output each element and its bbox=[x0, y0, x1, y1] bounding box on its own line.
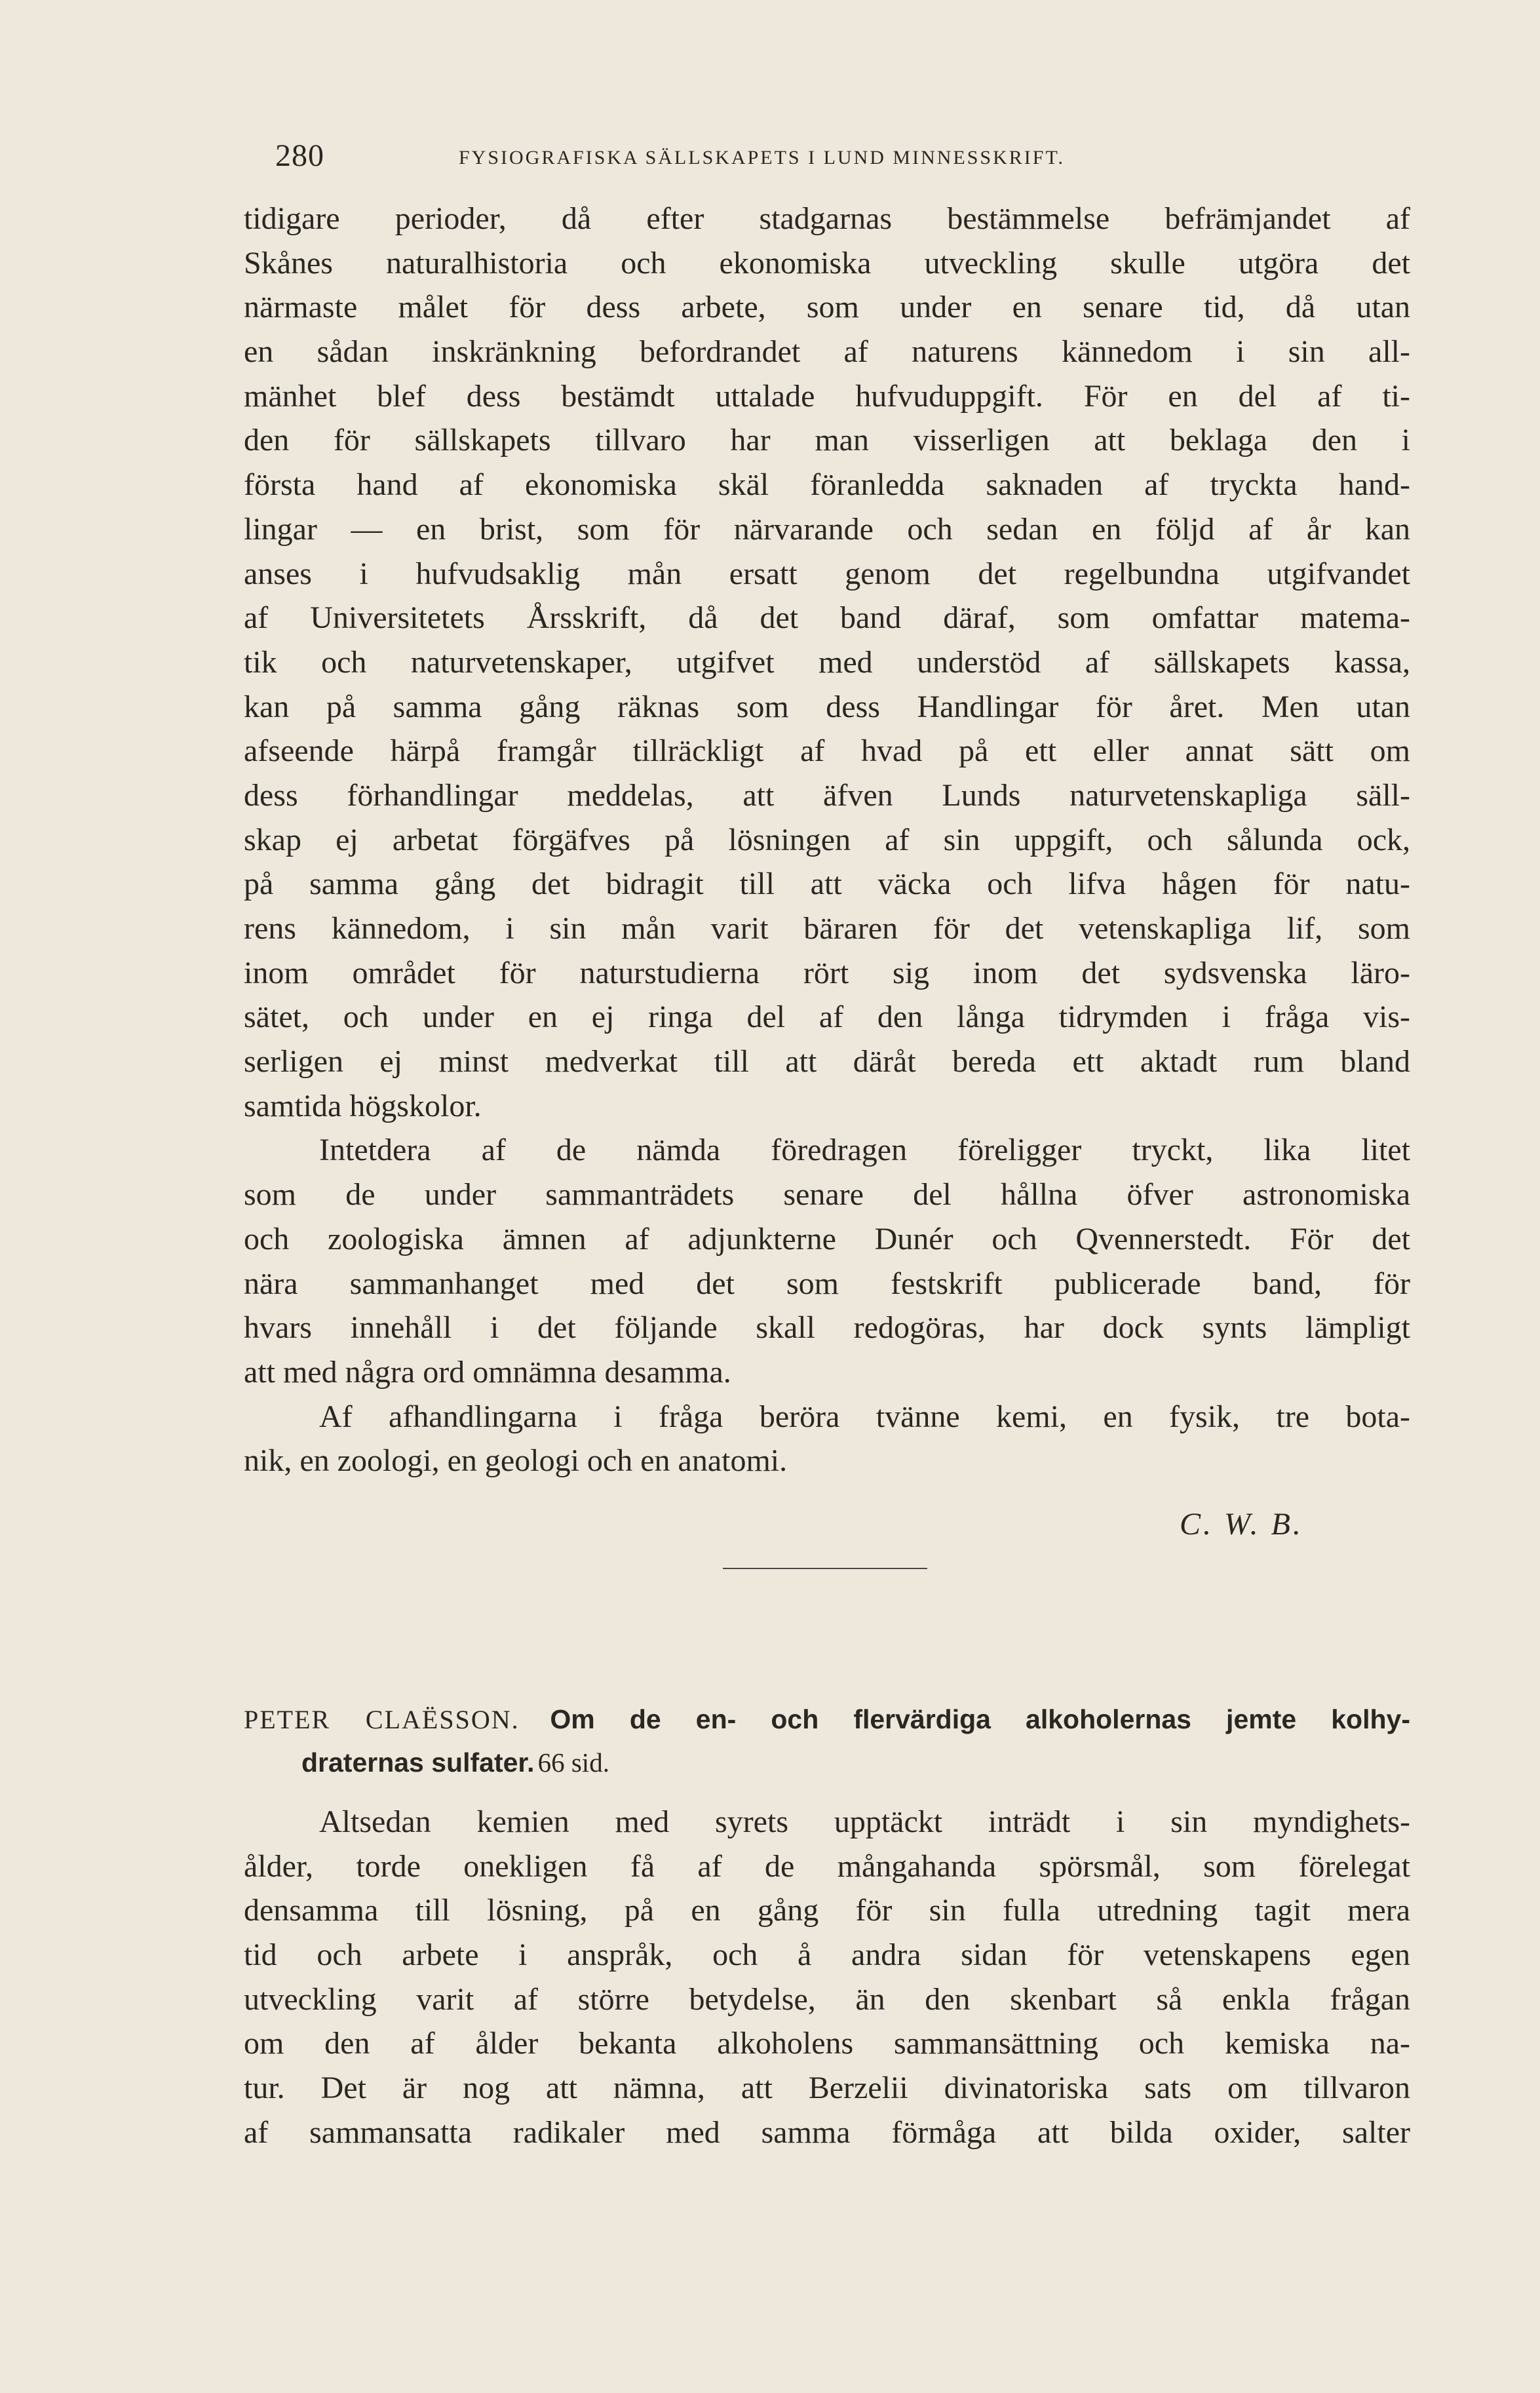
text-line: hvars innehåll i det följande skall redogöras, har dock synts lämpligt bbox=[244, 1310, 1410, 1346]
text-line: afseende härpå framgår tillräckligt af hvad på ett eller annat sätt om bbox=[244, 733, 1410, 769]
text-line: Skånes naturalhistoria och ekonomiska utveckling skulle utgöra det bbox=[244, 245, 1410, 281]
text-line: ålder, torde onekligen få af de mångahanda spörsmål, som förelegat bbox=[244, 1848, 1410, 1884]
entry-author: PETER CLAËSSON. bbox=[244, 1705, 520, 1734]
text-line: närmaste målet för dess arbete, som under en senare tid, då utan bbox=[244, 290, 1410, 325]
page-number: 280 bbox=[275, 138, 324, 173]
paragraph-1 bbox=[244, 197, 1410, 1483]
text-line: nära sammanhanget med det som festskrift publicerade band, för bbox=[244, 1266, 1410, 1301]
bibliographic-entry bbox=[244, 1698, 1410, 1784]
text-line: den för sällskapets tillvaro har man visserligen att beklaga den i bbox=[244, 423, 1410, 458]
text-line: dess förhandlingar meddelas, att äfven Lunds naturvetenskapliga säll- bbox=[244, 777, 1410, 813]
text-line: Altsedan kemien med syrets upptäckt inträdt i sin myndighets- bbox=[319, 1804, 1410, 1839]
text-line: mänhet blef dess bestämdt uttalade hufvuduppgift. För en del af ti- bbox=[244, 378, 1410, 414]
text-line: Intetdera af de nämda föredragen föreligger tryckt, lika litet bbox=[319, 1133, 1410, 1168]
text-line: rens kännedom, i sin mån varit bäraren för det vetenskapliga lif, som bbox=[244, 911, 1410, 946]
text-line: densamma till lösning, på en gång för sin fulla utredning tagit mera bbox=[244, 1893, 1410, 1928]
entry-line bbox=[244, 1698, 1410, 1741]
entry-title-cont: draternas sulfater. bbox=[301, 1747, 535, 1778]
text-line: tidigare perioder, då efter stadgarnas bestämmelse befrämjandet af bbox=[244, 201, 1410, 236]
text-line: samtida högskolor. bbox=[244, 1088, 482, 1123]
section-divider bbox=[723, 1568, 927, 1569]
text-line: Af afhandlingarna i fråga beröra tvänne kemi, en fysik, tre bota- bbox=[319, 1399, 1410, 1434]
text-line: och zoologiska ämnen af adjunkterne Dunér och Qvennerstedt. För det bbox=[244, 1221, 1410, 1256]
text-line: en sådan inskränkning befordrandet af naturens kännedom i sin all- bbox=[244, 334, 1410, 370]
paragraph-4 bbox=[244, 1800, 1410, 2155]
text-line: om den af ålder bekanta alkoholens sammansättning och kemiska na- bbox=[244, 2026, 1410, 2061]
text-line: af sammansatta radikaler med samma förmåga att bilda oxider, salter bbox=[244, 2114, 1410, 2150]
text-line: inom området för naturstudierna rört sig inom det sydsvenska läro- bbox=[244, 955, 1410, 990]
text-line: nik, en zoologi, en geologi och en anatomi. bbox=[244, 1443, 788, 1479]
text-line: tur. Det är nog att nämna, att Berzelii divinatoriska sats om tillvaron bbox=[244, 2071, 1410, 2106]
signature-initials: C. W. B. bbox=[1180, 1507, 1303, 1542]
text-line: sätet, och under en ej ringa del af den långa tidrymden i fråga vis- bbox=[244, 1000, 1410, 1035]
text-line: att med några ord omnämna desamma. bbox=[244, 1354, 731, 1390]
text-line: som de under sammanträdets senare del hållna öfver astronomiska bbox=[244, 1177, 1410, 1213]
text-line: utveckling varit af större betydelse, än den skenbart så enkla frågan bbox=[244, 1981, 1410, 2017]
text-line: tid och arbete i anspråk, och å andra sidan för vetenskapens egen bbox=[244, 1937, 1410, 1973]
text-line: lingar — en brist, som för närvarande och sedan en följd af år kan bbox=[244, 511, 1410, 547]
text-line: första hand af ekonomiska skäl föranledda saknaden af tryckta hand- bbox=[244, 467, 1410, 503]
text-line: kan på samma gång räknas som dess Handlingar för året. Men utan bbox=[244, 689, 1410, 724]
running-head: FYSIOGRAFISKA SÄLLSKAPETS I LUND MINNESSKRIFT. bbox=[459, 147, 1066, 168]
page-header bbox=[0, 138, 1540, 184]
entry-title: Om de en- och flervärdiga alkoholernas jemte kolhy- bbox=[550, 1704, 1410, 1734]
text-line: på samma gång det bidragit till att väcka och lifva hågen för natu- bbox=[244, 866, 1410, 902]
text-line: skap ej arbetat förgäfves på lösningen af sin uppgift, och sålunda ock, bbox=[244, 822, 1410, 857]
text-line: anses i hufvudsaklig mån ersatt genom det regelbundna utgifvandet bbox=[244, 556, 1410, 591]
entry-line bbox=[244, 1741, 1410, 1784]
entry-pages: 66 sid. bbox=[537, 1747, 609, 1778]
text-line: serligen ej minst medverkat till att däråt bereda ett aktadt rum bland bbox=[244, 1044, 1410, 1080]
text-line: tik och naturvetenskaper, utgifvet med understöd af sällskapets kassa, bbox=[244, 644, 1410, 680]
text-line: af Universitetets Årsskrift, då det band däraf, som omfattar matema- bbox=[244, 600, 1410, 636]
